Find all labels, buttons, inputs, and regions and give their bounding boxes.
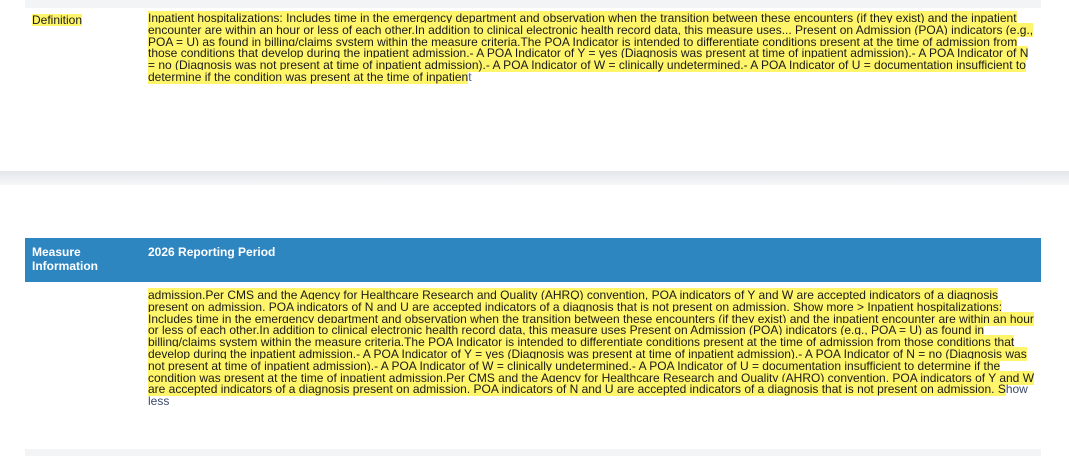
bottom-divider: [25, 449, 1041, 456]
top-divider: [25, 0, 1041, 8]
measure-info-header: [25, 238, 1041, 282]
section-separator: [0, 171, 1069, 185]
definition-text-tail: t: [468, 69, 472, 84]
definition-text-highlighted: Inpatient hospitalizations: Includes time in the emergency department and observation when the transition between these encounters (if they exist) and the inpatient encounter are within an hour or less of each other.In addition to clinical electronic health record data, this measure uses... Present on Admission (POA) indicators (e.g., POA = U) as found in billing/claims system within the measure criteria.The POA Indicator is intended to differentiate conditions present at the time of admission from those conditions that develop during the inpatient admission.- A POA Indicator of Y = yes (Diagnosis was present at time of inpatient admission).- A POA Indicator of N = no (Diagnosis was not present at time of inpatient admission).- A POA Indicator of W = clinically undetermined.- A POA Indicator of U = documentation insufficient to determine if the condition was present at the time of inpatien: [148, 11, 1034, 84]
measure-info-body: [25, 283, 1041, 448]
definition-text: [148, 13, 1038, 84]
show-less-link[interactable]: how less: [148, 382, 1028, 409]
definition-label: Definition: [32, 13, 83, 27]
definition-row: [25, 8, 1041, 168]
measure-info-text: [148, 290, 1038, 408]
measure-info-label: Measure Information: [32, 245, 98, 273]
reporting-period-title: 2026 Reporting Period: [148, 245, 276, 259]
measure-info-text-highlighted: admission.Per CMS and the Agency for Healthcare Research and Quality (AHRQ) convention, POA indicators of Y and W are accepted indicators of a diagnosis present on admission. POA indicators of N and U are accepted indicators of a diagnosis that is not present on admission. Show more > Inpatient hospitalizations: Includes time in the emergency department and observation when the transition between these encounters (if they exist) and the inpatient encounter are within an hour or less of each other.In addition to clinical electronic health record data, this measure uses Present on Admission (POA) indicators (e.g., POA = U) as found in billing/claims system within the measure criteria.The POA Indicator is intended to differentiate conditions present at the time of admission from those conditions that develop during the inpatient admission.- A POA Indicator of Y = yes (Diagnosis was present at time of inpatient admission).- A POA Indicator of N = no (Diagnosis was not present at time of inpatient admission).- A POA Indicator of W = clinically undetermined.- A POA Indicator of U = documentation insufficient to determine if the condition was present at the time of inpatient admission.Per CMS and the Agency for Healthcare Research and Quality (AHRQ) convention, POA indicators of Y and W are accepted indicators of a diagnosis present on admission. POA indicators of N and U are accepted indicators of a diagnosis that is not present on admission. S: [148, 288, 1035, 397]
